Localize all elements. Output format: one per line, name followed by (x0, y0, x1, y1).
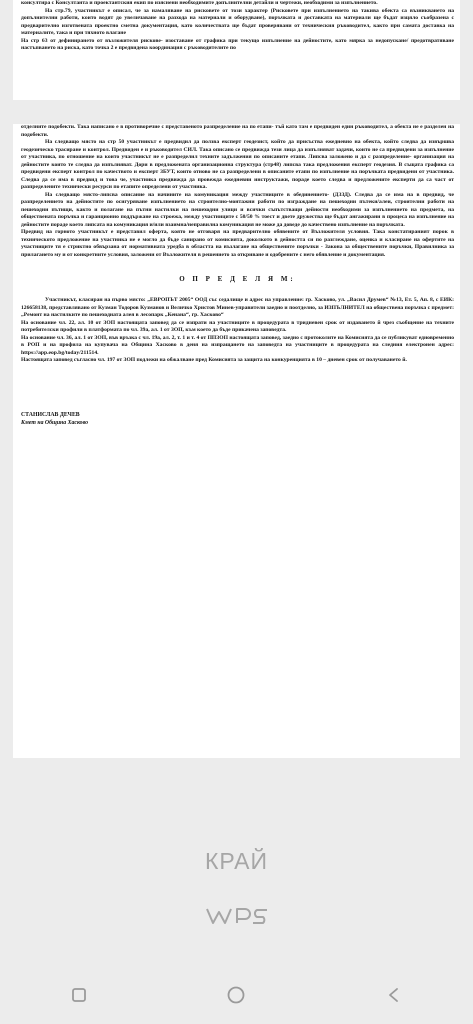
paragraph: отделните подобекти. Така написано е в противоречие с представеното разпределение на по етапи- тъй като там е предвиден един ръководител, а обекта не е разделен на подобекти. (21, 124, 454, 138)
system-navigation-bar (0, 966, 473, 1024)
recent-apps-icon (69, 985, 89, 1005)
decision-paragraph: На основание чл. 36, ал. 1 от ЗОП, във връзка с чл. 19а, ал. 2, т. 1 и т. 4 от ППЗОП настоящата заповед, заедно с протоколите на Комисията да се публикуват едновременно в РОП и на профила на купувача на Община Хасково в деня на изпращането на заповедта на участниците в процедурата на следния електронен адрес: https://app.eop.bg/today/211514. (21, 334, 454, 356)
decision-paragraph: Участникът, класиран на първо място: „ЕВРОПЪТ 2005“ ООД със седалище и адрес на управление: гр. Хасково, ул. „Васил Друмев“ №13, Ет. 5, Ап. 8, с ЕИК: 126658138, представлявано от Кузман Тодоров Кузманов и Величко Христов Минев-управители заедно и поотделно, за ИЗПЪЛНИТЕЛ на обществена поръчка с предмет: „Ремонт на настилките по пешеходната алея в лесопарк „Кенана“, гр. Хасково“ (21, 297, 454, 318)
end-label: КРАЙ (204, 848, 269, 874)
document-page-2 (13, 124, 460, 758)
decision-heading: О П Р Е Д Е Л Я М: (179, 275, 296, 283)
end-of-document-area (0, 758, 473, 954)
paragraph: Предвид на горното участникът е представил оферта, която не отговаря на предварително обявените от Възложителя условия. Така констатираният порок в техническото предложение на участника не е могло да бъде санирано от комисията, доколкото в дейността си по разглеждане, оценка и класиране на офертите на участниците тя е стриктно обвързана от нормативната уредба в областта на възлагане на обществените поръчки - Закона за обществените поръчки, Правилника за прилагането му и от конкретните условия, заложени от Възложителя в решението за откриване и одобрените с него обявление и документация. (21, 229, 454, 258)
wps-logo-icon (201, 904, 273, 928)
back-icon (384, 985, 404, 1005)
paragraph: На следващо място на стр 50 участникът е предвидил да ползва експерт геодезист, който да присъства ежедневно на обекта, който следва да извършва геодезическо трасиране и контрол. Предвиден е и ръководител СИЛ. Така описано се предвижда тези лица да изпълняват задачи, които не са предвидени за изпълнение от участника, по отношение на които участникът не е разпределил техните задължения по описаните етапи. Липсва заложено и да с разпределение- организация на дейностите които те следва да изпълняват. Дори в предложената организационна структура (стр48) липсва така предложения експерт геодезия. В същата графика са предвидени експерт контрол по качеството и експерт ЗБУТ, които отново не са разпределени в описаните етапи по изпълнение на поръчката предвидени от участника. Следва да се има в предвид и това че, участника предвижда да провежда ежедневни инструктажи, пораде което следва и предложените експерти да са част от разпределените технически ресурси по етапите определени от участника. (21, 139, 454, 190)
signature-block (21, 411, 454, 427)
back-button[interactable] (374, 975, 414, 1015)
page1-line: На стр.79, участникът е описал, че за намаляване на рисковете от този характер (Рисковете при изпълнението на такива обекта са възникването на допълнителни работи, които водят до увеличаване на разхода на материали и оборудване), поръчката и доставката на материали ще бъдат изцяло съобразена с предварително изготвената проектно сметна документация, като количествата ще бъдат проверявани от техническия ръководител, както при самата доставка на материалите, така и при тяхното влагане (21, 7, 454, 36)
signatory-title: Кмет на Община Хасково (21, 419, 88, 426)
home-icon (225, 984, 247, 1006)
paragraph: На следващо място-липсва описание на начините на комуникация между участниците в обединението- (ДЗЗД). Следва да се има на в предвид, че разпределението на дейностите по осигуряване изпълнението на строително-монтажни работи по изграждане на пешеходни пътеки/алеи, строителни работи на пешеходни пътищи, както и полагане на пътни настилки на пешеходни улици и всички съпътстващи дейности необходими за изпълнението на предмета, на обществената поръчка и гаранционно поддържане на строежа, между участниците с 50/50 % тоест и двете дружества ще бъдат ангажирани в процеса на изпълнение на дейностите пораде което липсата на комуникация и/или взаимна/неправилна комуникация не може да доведе до качествено изпълнение на поръчката. (21, 191, 454, 228)
signatory-name: СТАНИСЛАВ ДЕЧЕВ (21, 411, 80, 418)
decision-paragraph: Настоящата заповед съгласно чл. 197 от ЗОП подлежи на обжалване пред Комисията за защита на конкуренцията в 10 – дневен срок от получаването й. (21, 357, 407, 363)
recent-apps-button[interactable] (59, 975, 99, 1015)
home-button[interactable] (216, 975, 256, 1015)
page1-line: консултира с Консултанта и проектантския екип по изяснени необходимите допълнителни детайли и чертежи, необходими за изпълнението. (21, 0, 378, 6)
document-page-1 (13, 0, 460, 100)
decision-paragraph: На основание чл. 22, ал. 10 от ЗОП настоящата заповед да се изпрати на участниците в процедурата в тридневен срок от издаването й чрез съобщение на техните потребителски профили в платформата по чл. 39а, ал. 1 от ЗОП, към което да бъде прикачена заповедта. (21, 319, 454, 333)
page1-line: На стр 63 от дефинирането от възложителя рискове- изоставане от графика при текущо изпълнение на дейностите, като мярка за недопускане/ предотвратяване настъпването на риска, като точка 2 е предвидена координация с ръководителите по (21, 37, 454, 51)
